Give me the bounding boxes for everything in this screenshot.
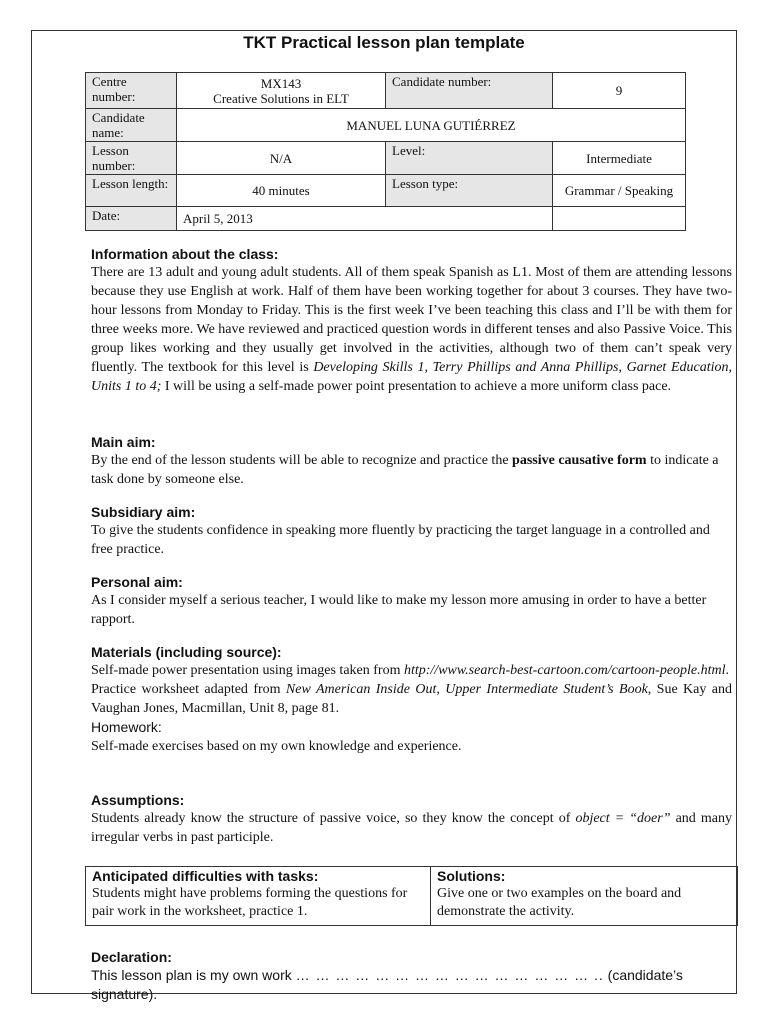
date-label: Date: [86,207,177,231]
personal-aim-section [91,573,732,629]
class-info-textbook: Developing Skills 1, Terry Phillips and Anna Phillips, Garnet Education, Units 1 to 4; [91,360,732,394]
main-aim-text-part-1: By the end of the lesson students will be able to recognize and practice the [91,453,513,468]
level-label: Level: [386,142,553,175]
materials-image-source-url: http://www.search-best-cartoon.com/cartoon-people.html [403,663,726,678]
date-value: April 5, 2013 [177,207,553,231]
subsidiary-aim-heading: Subsidiary aim: [91,504,196,520]
assumptions-text [91,809,732,847]
materials-line-2 [91,680,732,718]
materials-line-1 [91,661,732,680]
personal-aim-text: As I consider myself a serious teacher, I would like to make my lesson more amusing in order to have a better rapport. [91,593,707,627]
signature-line: … … … … … … … … … … … … … … … .. [295,967,604,983]
main-aim-heading: Main aim: [91,434,156,450]
materials-worksheet-book: New American Inside Out, Upper Intermediate Student’s Book [285,682,648,697]
materials-line-2-text: Practice worksheet adapted from [91,682,286,697]
class-info-text-part-2: I will be using a self-made power point presentation to achieve a more uniform class pace. [161,379,672,394]
assumptions-text-part-2: and many irregular verbs in past participle. [91,811,732,845]
solutions-heading: Solutions: [437,868,506,884]
class-info-section [91,245,732,396]
declaration-text-part-1: This lesson plan is my own work [91,967,296,983]
subsidiary-aim-section [91,503,732,559]
materials-heading: Materials (including source): [91,644,282,660]
materials-line-2-end: , Sue Kay and Vaughan Jones, Macmillan, Unit 8, page 81. [91,682,732,716]
solutions-cell [431,867,738,926]
difficulties-heading: Anticipated difficulties with tasks: [92,868,319,884]
centre-code: MX143 [260,75,302,91]
candidate-number-label: Candidate number: [386,73,553,109]
personal-aim-heading: Personal aim: [91,574,183,590]
lesson-length-value: 40 minutes [177,175,386,207]
page-title: TKT Practical lesson plan template [243,33,525,52]
lesson-type-label: Lesson type: [386,175,553,207]
candidate-name-label: Candidate name: [86,109,177,142]
date-empty-cell [553,207,686,231]
class-info-text [91,263,732,396]
class-info-heading: Information about the class: [91,246,279,262]
main-aim-text [91,451,732,489]
lesson-length-label: Lesson length: [86,175,177,207]
lesson-info-table [85,72,686,231]
centre-number-label: Centre number: [86,73,177,109]
declaration-text-part-2: (candidate’s signature). [91,967,683,1002]
difficulties-cell [86,867,431,926]
main-aim-bold-term: passive causative form [512,453,647,468]
subsidiary-aim-text: To give the students confidence in speaking more fluently by practicing the target language in a controlled and free practice. [91,523,710,557]
materials-section [91,643,732,756]
solutions-text: Give one or two examples on the board and demonstrate the activity. [437,886,682,919]
lesson-number-label: Lesson number: [86,142,177,175]
assumptions-heading: Assumptions: [91,792,185,808]
class-info-text-part-1: There are 13 adult and young adult students. All of them speak Spanish as L1. Most of them are attending lessons because they use English at work. Half of them have been working together for about 3 courses. They have two-hour lessons from Monday to Friday. This is the first week I’ve been teaching this class and I’ll be with them for three weeks more. We have reviewed and practiced question words in different tenses and also Passive Voice. This group likes working and they usually get involved in the activities, although two of them can’t speak very fluently. The textbook for this level is [91,265,733,375]
main-aim-section [91,433,732,489]
centre-name: Creative Solutions in ELT [213,90,349,106]
candidate-name-value: MANUEL LUNA GUTIÉRREZ [177,109,686,142]
centre-number-value [177,73,386,109]
homework-text: Self-made exercises based on my own knowledge and experience. [91,739,462,754]
assumptions-italic-term: object = “doer” [575,811,671,826]
difficulties-table [85,866,738,926]
materials-line-1-text: Self-made power presentation using images taken from [91,663,404,678]
level-value: Intermediate [553,142,686,175]
homework-label: Homework: [91,719,162,735]
lesson-type-value: Grammar / Speaking [553,175,686,207]
declaration-text [91,966,732,1004]
declaration-heading: Declaration: [91,949,172,965]
declaration-section [91,948,732,1004]
assumptions-section [91,791,732,847]
main-aim-text-part-2: to indicate a task done by someone else. [91,453,719,487]
lesson-number-value: N/A [177,142,386,175]
assumptions-text-part-1: Students already know the structure of passive voice, so they know the concept of [91,811,576,826]
materials-line-1-end: . [725,663,730,678]
candidate-number-value: 9 [553,73,686,109]
difficulties-text: Students might have problems forming the questions for pair work in the worksheet, practice 1. [92,886,408,919]
